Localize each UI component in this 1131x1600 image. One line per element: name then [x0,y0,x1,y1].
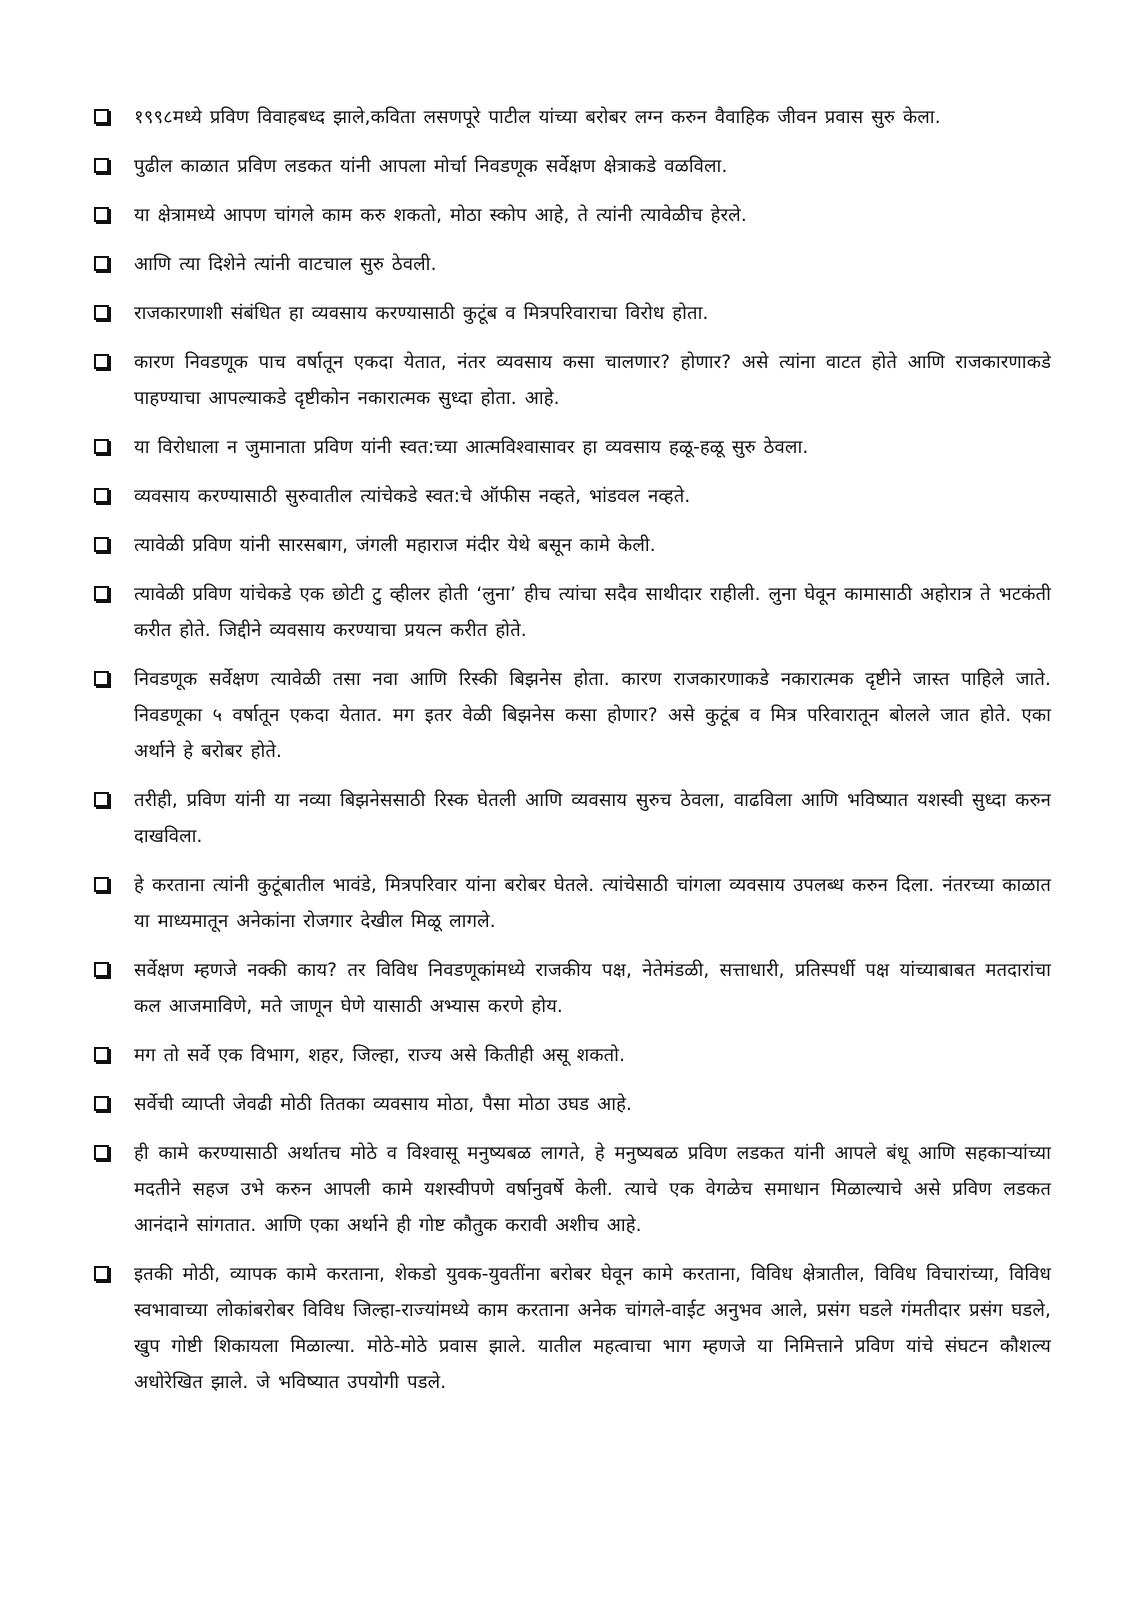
checkbox-icon [94,305,109,320]
list-item [94,868,1051,940]
list-item [94,296,1051,332]
list-item [94,1136,1051,1244]
bullet-list [94,100,1051,1401]
list-item-text: आणि त्या दिशेने त्यांनी वाटचाल सुरु ठेवली. [134,254,437,275]
checkbox-icon [94,586,109,601]
list-item [94,662,1051,770]
checkbox-icon [94,488,109,503]
list-item-text: त्यावेळी प्रविण यांचेकडे एक छोटी टु व्हीलर होती ‘लुना’ हीच त्यांचा सदैव साथीदार राहीली. लुना घेवून कामासाठी अहोरात्र ते भटकंती करीत होते. जिद्दीने व्यवसाय करण्याचा प्रयत्न करीत होते. [134,584,1051,641]
list-item [94,198,1051,234]
checkbox-icon [94,109,109,124]
list-item [94,1087,1051,1123]
list-item-text: हे करताना त्यांनी कुटूंबातील भावंडे, मित्रपरिवार यांना बरोबर घेतले. त्यांचेसाठी चांगला व्यवसाय उपलब्ध करुन दिला. नंतरच्या काळात या माध्यमातून अनेकांना रोजगार देखील मिळू लागले. [134,875,1051,932]
list-item-text: तरीही, प्रविण यांनी या नव्या बिझनेससाठी रिस्क घेतली आणि व्यवसाय सुरुच ठेवला, वाढविला आणि भविष्यात यशस्वी सुध्दा करुन दाखविला. [134,790,1051,847]
checkbox-icon [94,962,109,977]
list-item [94,953,1051,1025]
list-item [94,430,1051,466]
checkbox-icon [94,877,109,892]
list-item-text: १९९८मध्ये प्रविण विवाहबध्द झाले,कविता लसणपूरे पाटील यांच्या बरोबर लग्न करुन वैवाहिक जीवन प्रवास सुरु केला. [134,107,941,128]
list-item-text: सर्वेची व्याप्ती जेवढी मोठी तितका व्यवसाय मोठा, पैसा मोठा उघड आहे. [134,1094,633,1115]
checkbox-icon [94,207,109,222]
list-item [94,577,1051,649]
checkbox-icon [94,1145,109,1160]
list-item-text: व्यवसाय करण्यासाठी सुरुवातील त्यांचेकडे स्वत:चे ऑफीस नव्हते, भांडवल नव्हते. [134,486,691,507]
list-item [94,1257,1051,1401]
checkbox-icon [94,158,109,173]
checkbox-icon [94,537,109,552]
checkbox-icon [94,792,109,807]
list-item-text: या विरोधाला न जुमानाता प्रविण यांनी स्वत:च्या आत्मविश्वासावर हा व्यवसाय हळू-हळू सुरु ठेवला. [134,437,809,458]
checkbox-icon [94,354,109,369]
checkbox-icon [94,439,109,454]
list-item [94,149,1051,185]
list-item-text: पुढील काळात प्रविण लडकत यांनी आपला मोर्चा निवडणूक सर्वेक्षण क्षेत्राकडे वळविला. [134,156,728,177]
list-item [94,345,1051,417]
list-item-text: सर्वेक्षण म्हणजे नक्की काय? तर विविध निवडणूकांमध्ये राजकीय पक्ष, नेतेमंडळी, सत्ताधारी, प्रतिस्पर्धी पक्ष यांच्याबाबत मतदारांचा कल आजमाविणे, मते जाणून घेणे यासाठी अभ्यास करणे होय. [134,960,1051,1017]
checkbox-icon [94,1266,109,1281]
list-item-text: निवडणूक सर्वेक्षण त्यावेळी तसा नवा आणि रिस्की बिझनेस होता. कारण राजकारणाकडे नकारात्मक दृष्टीने जास्त पाहिले जाते. निवडणूका ५ वर्षातून एकदा येतात. मग इतर वेळी बिझनेस कसा होणार? असे कुटूंब व मित्र परिवारातून बोलले जात होते. एका अर्थाने हे बरोबर होते. [134,669,1051,762]
list-item [94,247,1051,283]
list-item [94,1038,1051,1074]
checkbox-icon [94,671,109,686]
list-item-text: इतकी मोठी, व्यापक कामे करताना, शेकडो युवक-युवतींना बरोबर घेवून कामे करताना, विविध क्षेत्रातील, विविध विचारांच्या, विविध स्वभावाच्या लोकांबरोबर विविध जिल्हा-राज्यांमध्ये काम करताना अनेक चांगले-वाईट अनुभव आले, प्रसंग घडले गंमतीदार प्रसंग घडले, खुप गोष्टी शिकायला मिळाल्या. मोठे-मोठे प्रवास झाले. यातील महत्वाचा भाग म्हणजे या निमित्ताने प्रविण यांचे संघटन कौशल्य अधोरेखित झाले. जे भविष्यात उपयोगी पडले. [134,1264,1051,1393]
list-item-text: या क्षेत्रामध्ये आपण चांगले काम करु शकतो, मोठा स्कोप आहे, ते त्यांनी त्यावेळीच हेरले. [134,205,747,226]
checkbox-icon [94,256,109,271]
list-item-text: राजकारणाशी संबंधित हा व्यवसाय करण्यासाठी कुटूंब व मित्रपरिवाराचा विरोध होता. [134,303,709,324]
checkbox-icon [94,1096,109,1111]
list-item [94,783,1051,855]
checkbox-icon [94,1047,109,1062]
list-item-text: मग तो सर्वे एक विभाग, शहर, जिल्हा, राज्य असे कितीही असू शकतो. [134,1045,626,1066]
list-item-text: कारण निवडणूक पाच वर्षातून एकदा येतात, नंतर व्यवसाय कसा चालणार? होणार? असे त्यांना वाटत होते आणि राजकारणाकडे पाहण्याचा आपल्याकडे दृष्टीकोन नकारात्मक सुध्दा होता. आहे. [134,352,1051,409]
list-item [94,100,1051,136]
list-item [94,528,1051,564]
list-item [94,479,1051,515]
list-item-text: त्यावेळी प्रविण यांनी सारसबाग, जंगली महाराज मंदीर येथे बसून कामे केली. [134,535,656,556]
list-item-text: ही कामे करण्यासाठी अर्थातच मोठे व विश्वासू मनुष्यबळ लागते, हे मनुष्यबळ प्रविण लडकत यांनी आपले बंधू आणि सहकाऱ्यांच्या मदतीने सहज उभे करुन आपली कामे यशस्वीपणे वर्षानुवर्षे केली. त्याचे एक वेगळेच समाधान मिळाल्याचे असे प्रविण लडकत आनंदाने सांगतात. आणि एका अर्थाने ही गोष्ट कौतुक करावी अशीच आहे. [134,1143,1051,1236]
